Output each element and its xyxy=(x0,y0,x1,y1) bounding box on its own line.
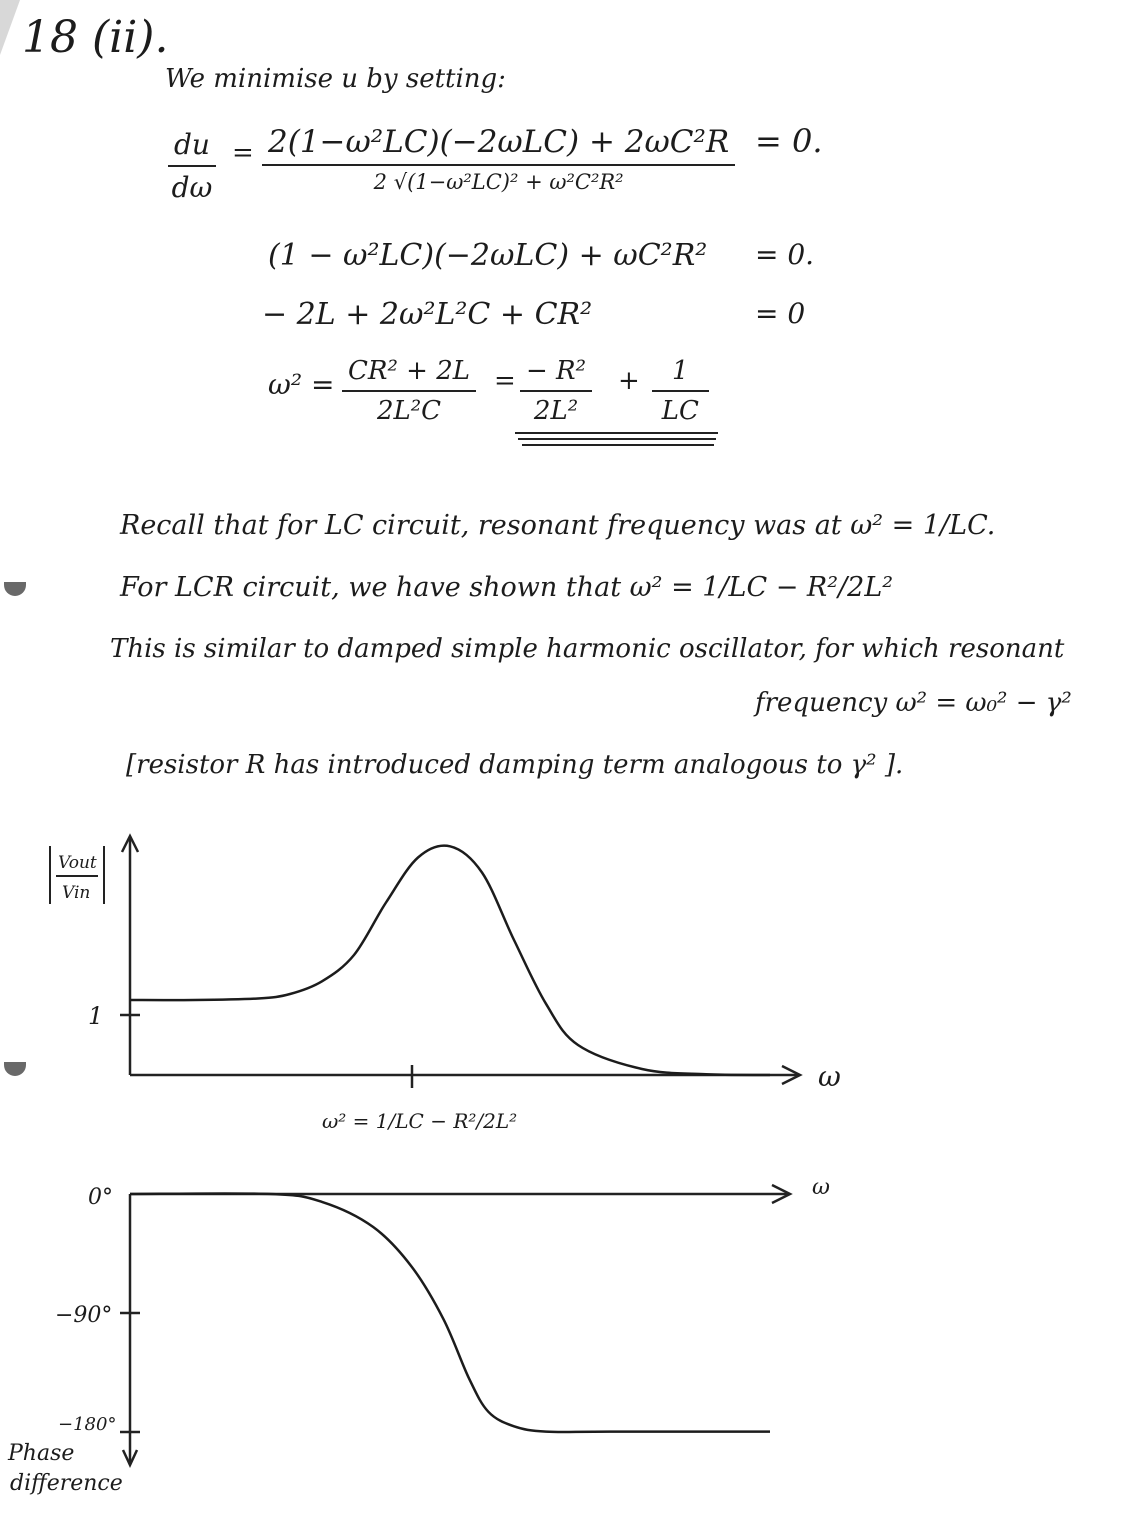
result-underline-1 xyxy=(515,432,718,434)
step1-denominator: 2 √(1−ω²LC)² + ω²C²R² xyxy=(373,170,624,194)
phase-ytick-90: −90° xyxy=(55,1303,113,1328)
step4-fraction-1-denominator: 2L²C xyxy=(376,396,442,426)
step1-rhs: = 0. xyxy=(755,122,823,160)
step4-fraction-3-denominator: LC xyxy=(661,396,699,426)
step2-lhs: (1 − ω²LC)(−2ωLC) + ωC²R² xyxy=(268,238,708,273)
step4-equals: = xyxy=(494,366,516,396)
step4-lhs: ω² = xyxy=(268,368,335,401)
derivative-denominator: dω xyxy=(171,171,213,204)
amplitude-xlabel: ω xyxy=(818,1060,841,1093)
amplitude-ytick-1: 1 xyxy=(88,1002,104,1030)
phase-xlabel: ω xyxy=(812,1175,830,1200)
step4-fraction-1-numerator: CR² + 2L xyxy=(342,356,476,392)
step1-fraction xyxy=(262,124,735,194)
step1-numerator: 2(1−ω²LC)(−2ωLC) + 2ωC²R xyxy=(262,124,735,166)
amplitude-ylabel-vin: Vin xyxy=(62,883,91,903)
derivative-numerator: du xyxy=(168,128,216,167)
step4-fraction-3-numerator: 1 xyxy=(652,356,709,392)
step4-fraction-2-numerator: − R² xyxy=(520,356,592,392)
paragraph-line-3: This is similar to damped simple harmonic oscillator, for which resonant xyxy=(110,634,1065,664)
paragraph-line-4: frequency ω² = ω₀² − γ² xyxy=(755,688,1072,718)
equals-sign-1: = xyxy=(232,138,254,168)
phase-ylabel xyxy=(7,1441,123,1496)
step3-rhs: = 0 xyxy=(755,297,806,330)
intro-line: We minimise u by setting: xyxy=(165,64,506,94)
page-corner-fold xyxy=(0,0,20,55)
amplitude-plot xyxy=(0,820,1146,1140)
phase-ytick-180: −180° xyxy=(58,1414,117,1435)
phase-ylabel-line-2: difference xyxy=(10,1471,123,1496)
step3-lhs: − 2L + 2ω²L²C + CR² xyxy=(262,297,593,332)
step4-fraction-2 xyxy=(520,356,592,426)
amplitude-curve xyxy=(130,846,770,1075)
step4-plus: + xyxy=(618,366,640,396)
paragraph-line-1: Recall that for LC circuit, resonant frequency was at ω² = 1/LC. xyxy=(120,510,996,541)
phase-axes xyxy=(120,1185,790,1465)
result-underline-3 xyxy=(522,444,714,446)
amplitude-ylabel-vout: Vout xyxy=(58,853,97,873)
amplitude-xtick-label: ω² = 1/LC − R²/2L² xyxy=(322,1109,518,1133)
phase-ylabel-line-1: Phase xyxy=(8,1441,75,1466)
paragraph-line-2: For LCR circuit, we have shown that ω² = 1/LC − R²/2L² xyxy=(120,572,894,603)
problem-number: 18 (ii). xyxy=(22,12,169,63)
phase-plot xyxy=(0,1160,1146,1515)
punch-hole-top xyxy=(4,582,26,596)
amplitude-axes xyxy=(50,836,800,1088)
step4-fraction-3 xyxy=(652,356,709,426)
result-underline-2 xyxy=(518,438,716,440)
phase-ytick-0: 0° xyxy=(88,1185,113,1210)
step4-fraction-1 xyxy=(342,356,476,426)
phase-curve xyxy=(130,1193,770,1432)
step4-fraction-2-denominator: 2L² xyxy=(533,396,579,426)
paragraph-line-5: [resistor R has introduced damping term analogous to γ² ]. xyxy=(126,750,904,780)
derivative-fraction xyxy=(168,128,216,204)
amplitude-ylabel-num xyxy=(58,853,97,903)
step2-rhs: = 0. xyxy=(755,238,815,271)
